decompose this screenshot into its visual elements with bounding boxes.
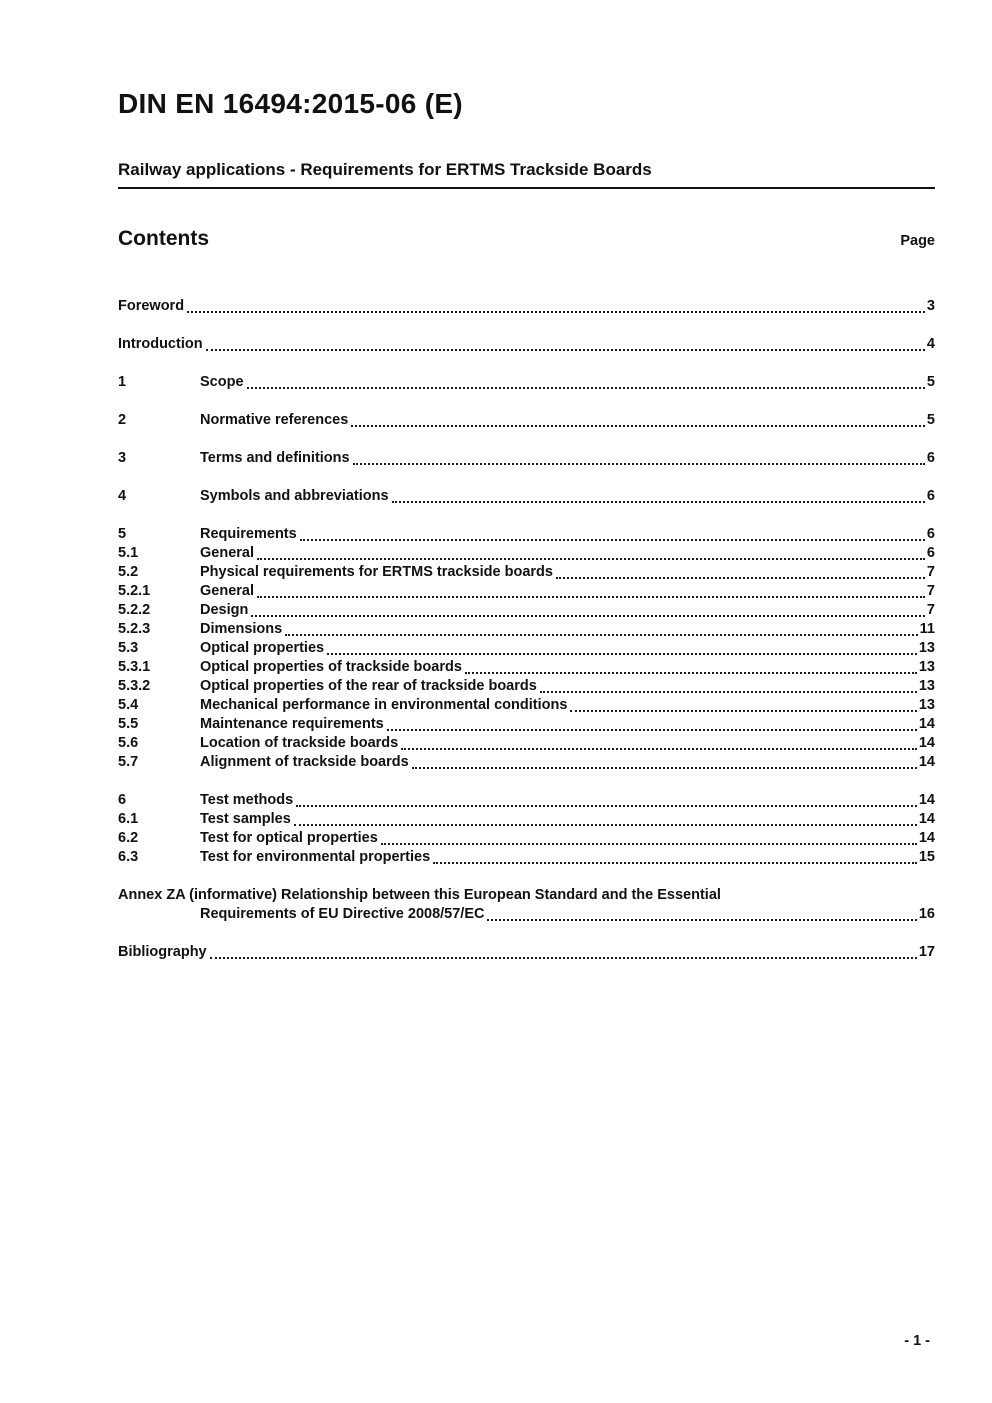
toc-entry-page-number: 7 (926, 583, 935, 599)
toc-leader-dots (556, 577, 925, 579)
toc-entry-page-number: 4 (926, 336, 935, 352)
page-number-footer: - 1 - (904, 1333, 930, 1349)
toc-entry (118, 791, 935, 810)
toc-entry-label: Test for optical properties (200, 830, 378, 846)
toc-entry-number: 6.1 (118, 811, 139, 827)
toc-entry (118, 620, 935, 639)
toc-group (118, 525, 935, 772)
toc-entry-page-number: 7 (926, 602, 935, 618)
toc-entry-label: Optical properties of trackside boards (200, 659, 462, 675)
toc-entry-number: 5.2.1 (118, 583, 151, 599)
toc-entry-page-number: 6 (926, 545, 935, 561)
toc-entry (118, 297, 935, 316)
toc-leader-dots (465, 672, 917, 674)
toc-entry-label: Physical requirements for ERTMS trackside boards (200, 564, 553, 580)
toc-entry-number: 5.2.3 (118, 621, 151, 637)
toc-entry (118, 810, 935, 829)
toc-entry-page-number: 14 (918, 716, 935, 732)
toc-entry (118, 886, 935, 905)
toc-entry-label: General (200, 583, 254, 599)
toc-group (118, 943, 935, 962)
toc-entry (118, 563, 935, 582)
toc-leader-dots (294, 824, 917, 826)
toc-leader-dots (381, 843, 917, 845)
toc-entry-page-number: 5 (926, 374, 935, 390)
toc-entry-page-number: 5 (926, 412, 935, 428)
toc-entry-number: 6 (118, 792, 127, 808)
toc-entry-label: Requirements (200, 526, 297, 542)
toc-entry-label: Dimensions (200, 621, 283, 637)
toc-entry (118, 943, 935, 962)
toc-leader-dots (351, 425, 925, 427)
toc-entry-number: 5.2 (118, 564, 139, 580)
toc-entry (118, 696, 935, 715)
toc-entry-number: 5.7 (118, 754, 139, 770)
toc-entry-number: 2 (118, 412, 127, 428)
toc-leader-dots (187, 311, 925, 313)
toc-leader-dots (257, 558, 925, 560)
toc-entry (118, 658, 935, 677)
toc-entry-label: Test for environmental properties (200, 849, 431, 865)
toc-entry (118, 582, 935, 601)
toc-entry-label: Test samples (200, 811, 291, 827)
toc-entry-page-number: 3 (926, 298, 935, 314)
toc-leader-dots (487, 919, 916, 921)
toc-entry-label: Alignment of trackside boards (200, 754, 409, 770)
table-of-contents (118, 297, 935, 962)
toc-entry-number: 5 (118, 526, 127, 542)
toc-entry-number: 5.3 (118, 640, 139, 656)
toc-entry-number: 5.4 (118, 697, 139, 713)
toc-leader-dots (353, 463, 925, 465)
toc-entry-label: Annex ZA (informative) Relationship between this European Standard and the Essential (118, 887, 721, 903)
toc-entry-page-number: 11 (919, 621, 935, 637)
toc-leader-dots (257, 596, 925, 598)
toc-leader-dots (412, 767, 917, 769)
toc-entry (118, 753, 935, 772)
toc-entry-label: Terms and definitions (200, 450, 350, 466)
toc-entry (118, 734, 935, 753)
document-title: Railway applications - Requirements for ERTMS Trackside Boards (118, 160, 935, 189)
toc-entry-label: Bibliography (118, 944, 207, 960)
toc-leader-dots (251, 615, 925, 617)
toc-leader-dots (247, 387, 925, 389)
toc-entry-page-number: 14 (918, 735, 935, 751)
toc-entry-page-number: 15 (918, 849, 935, 865)
toc-entry-number: 3 (118, 450, 127, 466)
toc-leader-dots (570, 710, 916, 712)
toc-entry-page-number: 6 (926, 450, 935, 466)
toc-entry-label: Optical properties of the rear of trackside boards (200, 678, 537, 694)
toc-entry-number: 5.3.1 (118, 659, 151, 675)
toc-entry-number: 5.2.2 (118, 602, 151, 618)
toc-leader-dots (387, 729, 917, 731)
toc-entry-label: Design (200, 602, 249, 618)
toc-group (118, 886, 935, 924)
toc-entry-page-number: 13 (918, 678, 935, 694)
toc-entry (118, 373, 935, 392)
toc-leader-dots (392, 501, 925, 503)
toc-entry-continuation (200, 905, 935, 924)
toc-leader-dots (285, 634, 917, 636)
toc-entry-number: 5.3.2 (118, 678, 151, 694)
toc-entry-page-number: 14 (918, 811, 935, 827)
toc-entry-page-number: 6 (926, 526, 935, 542)
toc-entry-page-number: 16 (918, 906, 935, 922)
toc-entry-page-number: 13 (918, 659, 935, 675)
toc-group (118, 449, 935, 468)
toc-leader-dots (540, 691, 917, 693)
toc-entry-page-number: 14 (918, 754, 935, 770)
toc-entry-number: 1 (118, 374, 127, 390)
toc-entry (118, 487, 935, 506)
contents-header-row (118, 227, 935, 251)
toc-entry-number: 5.6 (118, 735, 139, 751)
toc-leader-dots (401, 748, 917, 750)
toc-group (118, 487, 935, 506)
toc-entry-label: Normative references (200, 412, 349, 428)
toc-entry (118, 639, 935, 658)
toc-entry-page-number: 6 (926, 488, 935, 504)
toc-group (118, 411, 935, 430)
toc-entry-label: Scope (200, 374, 244, 390)
toc-entry-label: Introduction (118, 336, 203, 352)
toc-entry (118, 449, 935, 468)
toc-entry-label: Requirements of EU Directive 2008/57/EC (200, 906, 485, 922)
toc-entry-page-number: 13 (918, 640, 935, 656)
toc-entry-label: Mechanical performance in environmental conditions (200, 697, 568, 713)
toc-entry-number: 5.5 (118, 716, 139, 732)
toc-entry (118, 677, 935, 696)
page-column-label: Page (900, 233, 935, 249)
toc-entry-label: Maintenance requirements (200, 716, 384, 732)
toc-entry-label: General (200, 545, 254, 561)
contents-heading: Contents (118, 227, 209, 250)
toc-entry (118, 848, 935, 867)
toc-entry (118, 715, 935, 734)
toc-entry-number: 6.2 (118, 830, 139, 846)
toc-group (118, 791, 935, 867)
toc-entry-page-number: 7 (926, 564, 935, 580)
toc-leader-dots (296, 805, 917, 807)
toc-group (118, 373, 935, 392)
toc-entry-label: Foreword (118, 298, 185, 314)
toc-leader-dots (206, 349, 925, 351)
toc-entry-page-number: 13 (918, 697, 935, 713)
toc-entry (118, 411, 935, 430)
toc-entry-page-number: 14 (918, 792, 935, 808)
toc-entry-label: Optical properties (200, 640, 325, 656)
toc-entry-number: 4 (118, 488, 127, 504)
toc-leader-dots (327, 653, 917, 655)
toc-entry-number: 6.3 (118, 849, 139, 865)
toc-entry-label: Symbols and abbreviations (200, 488, 389, 504)
toc-entry-page-number: 14 (918, 830, 935, 846)
toc-group (118, 335, 935, 354)
toc-entry-label: Location of trackside boards (200, 735, 399, 751)
toc-entry (118, 829, 935, 848)
toc-leader-dots (210, 957, 917, 959)
toc-entry (118, 335, 935, 354)
toc-entry-number: 5.1 (118, 545, 139, 561)
toc-group (118, 297, 935, 316)
toc-entry (118, 601, 935, 620)
document-number-title: DIN EN 16494:2015-06 (E) (118, 88, 463, 119)
toc-leader-dots (433, 862, 917, 864)
toc-entry (118, 544, 935, 563)
toc-entry-label: Test methods (200, 792, 294, 808)
toc-leader-dots (300, 539, 925, 541)
toc-entry-page-number: 17 (918, 944, 935, 960)
toc-entry (118, 525, 935, 544)
